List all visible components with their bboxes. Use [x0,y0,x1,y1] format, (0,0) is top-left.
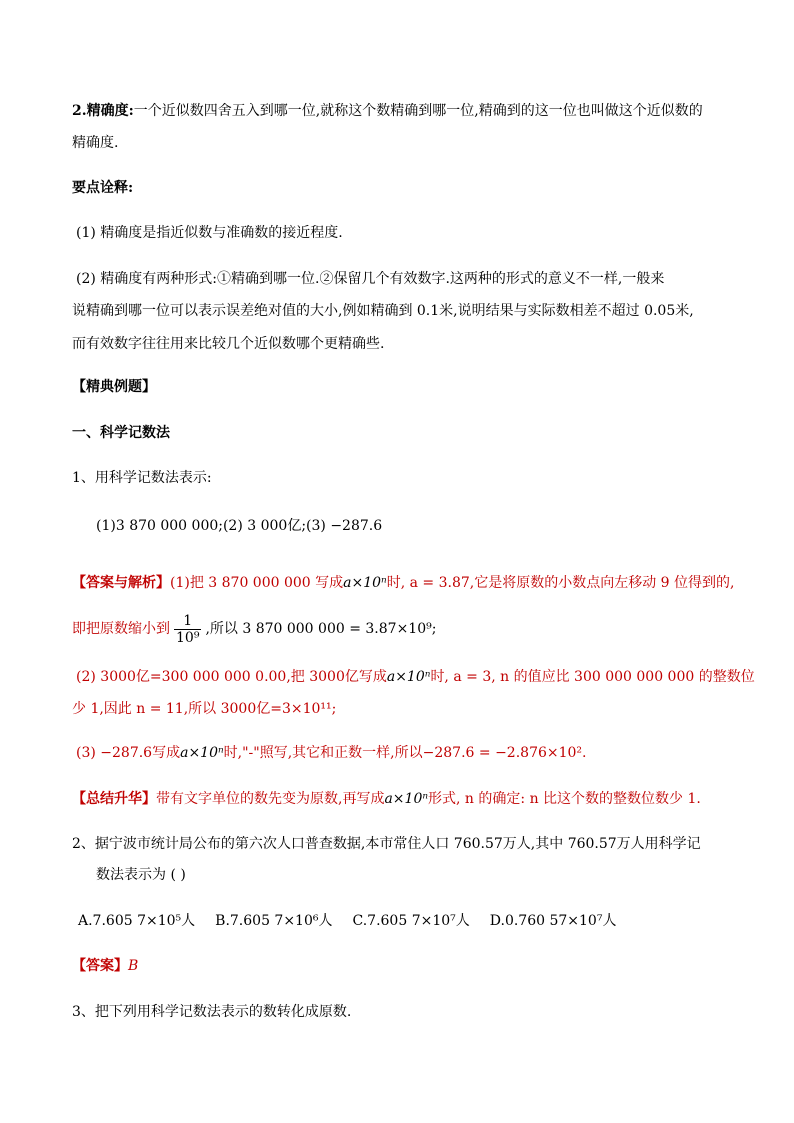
answer-1-line-5 [76,742,728,764]
question-1-items: (1)3 870 000 000;(2) 3 000亿;(3) −287.6 [96,518,383,534]
option-b: B.7.605 7×10⁶人 [215,913,333,929]
option-c: C.7.605 7×10⁷人 [352,913,470,929]
answer-tag: 【答案】 [72,958,128,974]
answer-1-text-d: ,所以 3 870 000 000 = 3.87×10⁹; [205,621,437,637]
fraction-denominator: 10⁹ [176,629,200,646]
examples-heading: 【精典例题】 [72,379,156,395]
fraction-one-over-ten-ninth [174,613,201,646]
precision-body-1: 一个近似数四舍五入到哪一位,就称这个数精确到哪一位,精确到的这一位也叫做这个近似数的 [133,103,703,119]
precision-title: 2.精确度: [72,103,134,119]
question-2-stem-line-1: 2、据宁波市统计局公布的第六次人口普查数据,本市常住人口 760.57万人,其中 760.57万人用科学记 [72,836,701,852]
summary-tag: 【总结升华】 [72,791,156,807]
formula-a-times-ten-power: a×10ⁿ [180,745,224,761]
formula-a-times-ten-power: a×10ⁿ [386,669,431,685]
answer-1-line-2 [72,610,728,648]
answer-1-line-3 [76,666,755,688]
key-points-heading: 要点诠释: [72,180,134,196]
key-point-2-line-1: (2) 精确度有两种形式:①精确到哪一位.②保留几个有效数字.这两种的形式的意义不一样,一般来 [76,271,665,287]
answer-1-text-e: (2) 3000亿=300 000 000 0.00,把 3000亿写成 [76,669,387,685]
fraction-numerator: 1 [174,613,201,630]
answer-1-text-g: (3) −287.6写成 [76,745,181,761]
summary-text-a: 带有文字单位的数先变为原数,再写成 [156,791,385,807]
question-3-stem: 3、把下列用科学记数法表示的数转化成原数. [72,1004,352,1020]
answer-1-line-1 [72,572,735,594]
question-2-options [78,910,728,932]
key-point-1: (1) 精确度是指近似数与准确数的接近程度. [76,225,343,241]
answer-analysis-tag: 【答案与解析】 [72,575,170,591]
answer-2-value: B [128,958,139,974]
question-1-stem: 1、用科学记数法表示: [72,470,212,486]
answer-1-text-h: 时,"-"照写,其它和正数一样,所以−287.6 = −2.876×10². [223,745,587,761]
summary-text-b: 形式, n 的确定: n 比这个数的整数位数少 1. [428,791,701,807]
question-2-stem-line-2: 数法表示为 ( ) [96,867,186,883]
answer-1-text-a: (1)把 3 870 000 000 写成 [170,575,344,591]
option-a: A.7.605 7×10⁵人 [78,913,196,929]
answer-1-text-b: 时, a = 3.87,它是将原数的小数点向左移动 9 位得到的, [386,575,735,591]
answer-1-text-c: 即把原数缩小到 [72,621,170,637]
answer-1-text-f: 时, a = 3, n 的值应比 300 000 000 000 的整数位 [430,669,755,685]
key-point-2-line-2: 说精确到哪一位可以表示误差绝对值的大小,例如精确到 0.1米,说明结果与实际数相差不超过 0.05米, [72,303,694,319]
summary-line [72,788,728,810]
option-d: D.0.760 57×10⁷人 [489,913,617,929]
answer-1-line-4: 少 1,因此 n = 11,所以 3000亿=3×10¹¹; [72,701,337,717]
answer-2-line [72,955,728,977]
formula-a-times-ten-power: a×10ⁿ [384,791,429,807]
precision-definition-line-2: 精确度. [72,135,119,151]
section-heading: 一、科学记数法 [72,425,170,441]
key-point-2-line-3: 而有效数字往往用来比较几个近似数哪个更精确些. [72,336,385,352]
formula-a-times-ten-power: a×10ⁿ [343,575,387,591]
precision-definition-line-1 [72,100,728,122]
